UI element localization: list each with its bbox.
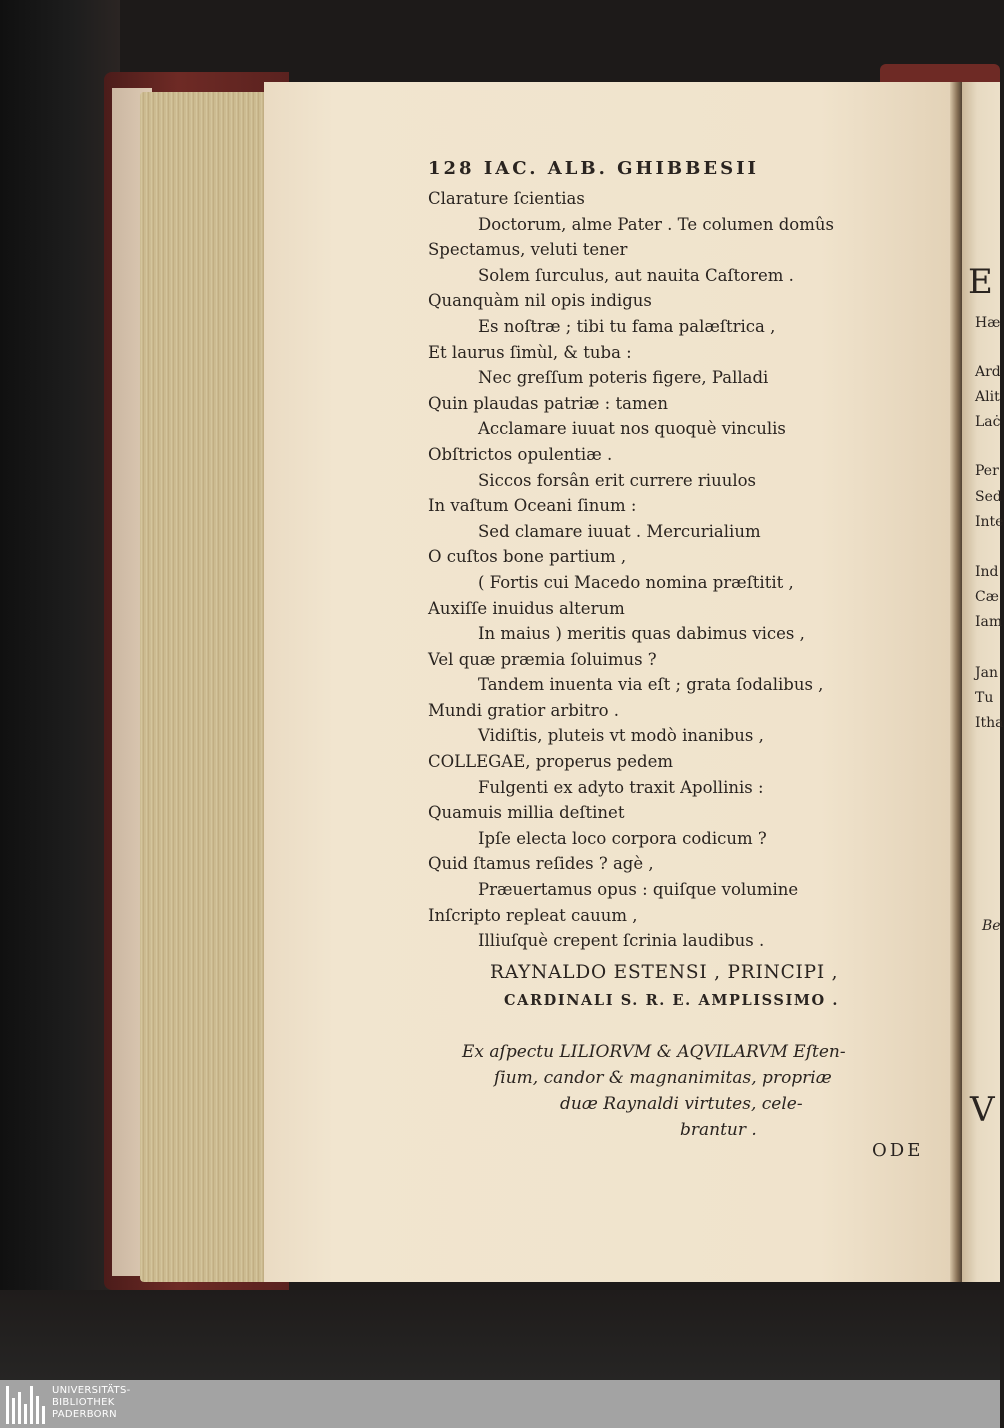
verse-line: Obſtrictos opulentiæ . [428,444,613,464]
verse-line: Præuertamus opus : quiſque volumine [478,880,799,900]
right-page-fragment: Iam [975,614,1003,630]
library-logo-icon [6,1386,48,1424]
verse-line: Acclamare iuuat nos quoquè vinculis [478,419,786,439]
library-name-line: PADERBORN [52,1409,117,1420]
right-page-fragment: Sed [975,489,1002,505]
right-page-initial: E [968,262,993,302]
right-page-fragment: Be [982,918,1001,934]
verse-line: Vidiſtis, pluteis vt modò inanibus , [478,726,764,746]
catchword: ODE [872,1140,924,1161]
verse-line: O cuſtos bone partium , [428,547,627,567]
right-page-fragment: Ind [975,564,999,580]
verse-line: Et laurus ſimùl, & tuba : [428,342,632,362]
verse-line: COLLEGAE, properus pedem [428,752,673,772]
verse-line: Solem ſurculus, aut nauita Caſtorem . [478,265,794,285]
verse-line: Es noſtræ ; tibi tu fama palæſtrica , [478,316,776,336]
verse-line: In maius ) meritis quas dabimus vices , [478,624,805,644]
right-page-fragment: Alit [975,389,1000,405]
argument-line: brantur . [680,1120,757,1140]
page-edges [140,92,268,1282]
verse-line: Illiuſquè crepent ſcrinia laudibus . [478,931,765,951]
verse-line: Vel quæ præmia ſoluimus ? [428,649,657,669]
right-page-fragment: Hæ [975,315,1001,331]
verse-line: Quin plaudas patriæ : tamen [428,393,668,413]
right-page-fragment: Laċ [975,414,1001,430]
dedication-title-line2: CARDINALI S. R. E. AMPLISSIMO . [504,992,840,1009]
verse-line: Tandem inuenta via eſt ; grata ſodalibus , [478,675,824,695]
verse-line: Ipſe electa loco corpora codicum ? [478,828,767,848]
right-page-fragment: Cæ [975,589,999,605]
dedication-title-line1: RAYNALDO ESTENSI , PRINCIPI , [490,962,839,983]
verse-line: Nec greſſum poteris figere, Palladi [478,368,769,388]
right-page-fragment: Itha [975,715,1004,731]
right-page-initial: V [970,1090,995,1130]
verse-line: Siccos forsân erit currere riuulos [478,470,757,490]
right-page-fragment: Jan [975,665,998,681]
verse-line: Inſcripto repleat cauum , [428,905,638,925]
verse-line: ( Fortis cui Macedo nomina præſtitit , [478,572,794,592]
verse-line: Spectamus, veluti tener [428,240,628,260]
argument-line: Ex aſpectu LILIORVM & AQVILARVM Eſten- [462,1042,846,1062]
running-header: 128 IAC. ALB. GHIBBESII [428,158,759,179]
verse-line: Auxiſſe inuidus alterum [428,598,625,618]
right-page-fragment: Per [975,463,999,479]
dark-background-bottom [0,1290,1000,1380]
verse-line: Quid ſtamus reſides ? agè , [428,854,654,874]
verse-line: In vaſtum Oceani ſinum : [428,496,637,516]
library-footer [0,1380,1000,1428]
right-page-fragment: Inte [975,514,1004,530]
verse-line: Clarature ſcientias [428,189,585,208]
verse-line: Fulgenti ex adyto traxit Apollinis : [478,777,764,797]
library-name [52,1385,131,1421]
library-name-line: UNIVERSITÄTS- [52,1385,131,1396]
verse-line: Quanquàm nil opis indigus [428,291,652,311]
dark-background [0,0,120,1380]
right-page-fragment: Ard [975,364,1001,380]
right-page-fragment: Tu [975,690,994,706]
verse-block [428,186,834,954]
argument-line: ſium, candor & magnanimitas, propriæ [494,1068,832,1088]
verse-line: Doctorum, alme Pater . Te columen domûs [478,214,834,234]
verse-line: Sed clamare iuuat . Mercurialium [478,521,761,541]
argument-line: duæ Raynaldi virtutes, cele- [560,1094,803,1114]
library-name-line: BIBLIOTHEK [52,1397,115,1408]
verse-line: Quamuis millia deſtinet [428,803,625,823]
verse-line: Mundi gratior arbitro . [428,700,619,720]
